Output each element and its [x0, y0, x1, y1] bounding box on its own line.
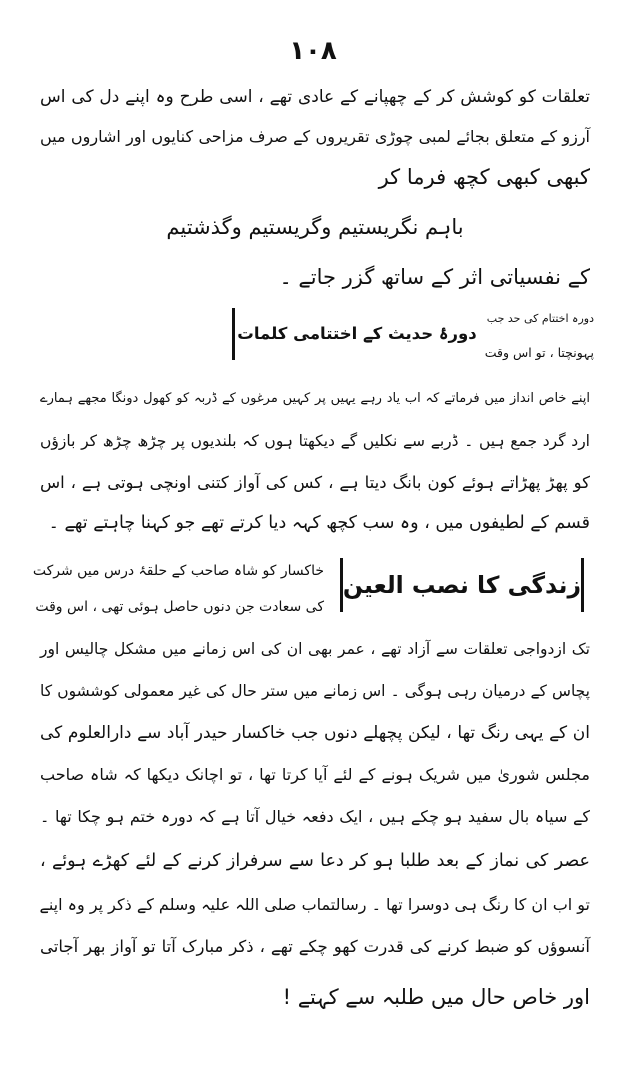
section2-line-2: پچاس کے درمیان رہی ہوگی ۔ اس زمانے میں ستر حال کی غیر معمولی کوششوں کا: [40, 682, 590, 700]
section-heading-life-goal: زندگی کا نصب العین: [340, 558, 584, 612]
intro-line-2: آرزو کے متعلق بجائے لمبی چوڑی تقریروں کے صرف مزاحی کنایوں اور اشاروں میں: [40, 127, 590, 146]
intro-line-3: کبھی کبھی کچھ فرما کر: [378, 165, 590, 189]
intro-line-1: تعلقات کو کوشش کر کے چھپانے کے عادی تھے ، اسی طرح وہ اپنے دل کی اس: [40, 87, 590, 107]
page-number: ۱۰۸: [289, 36, 337, 66]
section2-line-3: ان کے یہی رنگ تھا ، لیکن پچھلے دنوں جب خاکسار حیدر آباد سے دارالعلوم کی: [40, 723, 590, 743]
section-heading-hadith-closing: دورۂ حدیث کے اختتامی کلمات: [232, 308, 479, 360]
section1-side-line-1: دورہ اختتام کی حد جب: [486, 312, 594, 325]
section1-line-2: ارد گرد جمع ہیں ۔ ڈربے سے نکلیں گے دیکھتا ہوں کہ بلندیوں پر چڑھ چڑھ کر بازؤں: [40, 432, 590, 450]
section2-line-1: تک ازدواجی تعلقات سے آزاد تھے ، عمر بھی ان کی اس زمانے میں مشکل چالیس اور: [40, 640, 590, 658]
section1-line-4: قسم کے لطیفوں میں ، وہ سب کچھ کہہ دیا کرتے تھے جو کہنا چاہتے تھے ۔: [48, 513, 590, 533]
section1-line-1: اپنے خاص انداز میں فرماتے کہ اب یاد رہے یہیں پر کہیں مرغوں کے ڈربہ کو کھول دونگا مجھے ہمارے: [40, 391, 590, 406]
section1-line-3: کو پھڑ پھڑاتے ہوئے کون بانگ دیتا ہے ، کس کی آواز کتنی اونچی ہوتی ہے ، اس: [40, 473, 590, 492]
section2-line-8: آنسوؤں کو ضبط کرنے کی قدرت کھو چکے تھے ، ذکر مبارک آتا تو آواز بھر آجاتی: [40, 937, 590, 956]
section2-line-9: اور خاص حال میں طلبہ سے کہتے !: [282, 985, 590, 1009]
after-verse-line: کے نفسیاتی اثر کے ساتھ گزر جاتے ۔: [279, 265, 590, 289]
section2-line-4: مجلس شوریٰ میں شریک ہونے کے لئے آیا کرتا تھا ، تو اچانک دیکھا کہ شاہ صاحب: [40, 765, 590, 784]
section2-side-line-1: خاکسار کو شاہ صاحب کے حلقۂ درس میں شرکت: [32, 563, 324, 579]
section2-line-6: عصر کی نماز کے بعد طلبا ہو کر دعا سے سرفراز کرنے کے لئے کھڑے ہوئے ،: [40, 851, 590, 871]
section2-line-7: تو اب ان کا رنگ ہی دوسرا تھا ۔ رسالتماب صلی اللہ علیہ وسلم کے ذکر پر وہ اپنے: [39, 895, 590, 914]
section1-side-line-2: پہونچتا ، تو اس وقت: [484, 345, 594, 360]
persian-verse: باہم نگریستیم وگریستیم وگذشتیم: [166, 215, 464, 239]
section2-line-5: کے سیاہ بال سفید ہو چکے ہیں ، ایک دفعہ خیال آتا ہے کہ دورہ ختم ہو چکا تھا ۔: [40, 807, 590, 826]
section2-side-line-2: کی سعادت جن دنوں حاصل ہوئی تھی ، اس وقت: [35, 599, 324, 615]
